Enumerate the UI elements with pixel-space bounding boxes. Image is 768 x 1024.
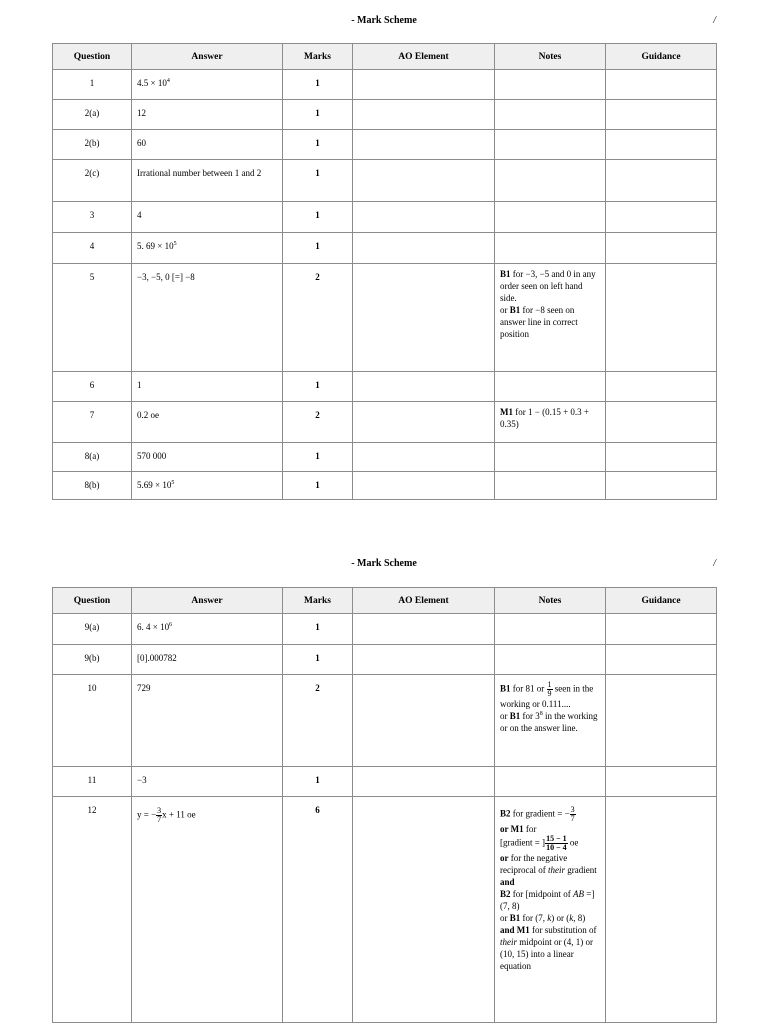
table-row (53, 797, 717, 1023)
column-header-answer: Answer (132, 44, 283, 70)
guidance-cell (606, 70, 717, 100)
ao-cell (353, 70, 495, 100)
mark-scheme-table (52, 587, 717, 1023)
guidance-cell (606, 402, 717, 443)
marks-cell: 2 (283, 402, 353, 443)
ao-cell (353, 372, 495, 402)
guidance-cell (606, 233, 717, 264)
answer-cell: 0.2 oe (132, 402, 283, 443)
answer-cell: 5. $69 \times 10^5$ (132, 233, 283, 264)
column-header-guidance: Guidance (606, 44, 717, 70)
answer-cell: Irrational number between 1 and 2 (132, 160, 283, 202)
question-cell: 5 (53, 264, 132, 372)
table-row (53, 645, 717, 675)
fraction: $\frac{3}{7}$ (157, 806, 162, 824)
marks-cell: 1 (283, 472, 353, 500)
notes-cell (495, 233, 606, 264)
table-header-row (53, 44, 717, 70)
ao-cell (353, 402, 495, 443)
question-cell: 11 (53, 767, 132, 797)
question-cell: 1 (53, 70, 132, 100)
marks-cell: 1 (283, 202, 353, 233)
column-header-ao-element: AO Element (353, 44, 495, 70)
notes-cell (495, 767, 606, 797)
guidance-cell (606, 372, 717, 402)
question-cell: 8(a) (53, 443, 132, 472)
table-row (53, 614, 717, 645)
answer-cell: 570 000 (132, 443, 283, 472)
ao-cell (353, 130, 495, 160)
page-title: - Mark Scheme (351, 15, 417, 26)
answer-cell: $5.69 \times 10^5$ (132, 472, 283, 500)
notes-cell (495, 160, 606, 202)
answer-cell: [0].000782 (132, 645, 283, 675)
table-row (53, 402, 717, 443)
notes-cell (495, 614, 606, 645)
table-row (53, 443, 717, 472)
notes-cell (495, 100, 606, 130)
question-cell: 2(a) (53, 100, 132, 130)
table-row (53, 202, 717, 233)
table-row (53, 767, 717, 797)
ao-cell (353, 645, 495, 675)
answer-cell: 4 (132, 202, 283, 233)
mark-scheme-table (52, 43, 717, 500)
marks-cell: 2 (283, 264, 353, 372)
answer-cell: 60 (132, 130, 283, 160)
marks-cell: 1 (283, 70, 353, 100)
ao-cell (353, 160, 495, 202)
question-cell: 9(a) (53, 614, 132, 645)
guidance-cell (606, 443, 717, 472)
question-cell: 3 (53, 202, 132, 233)
table-header-row (53, 588, 717, 614)
marks-cell: 1 (283, 645, 353, 675)
guidance-cell (606, 202, 717, 233)
column-header-answer: Answer (132, 588, 283, 614)
marks-cell: 2 (283, 675, 353, 767)
question-cell: 10 (53, 675, 132, 767)
ao-cell (353, 264, 495, 372)
column-header-marks: Marks (283, 44, 353, 70)
column-header-question: Question (53, 44, 132, 70)
answer-cell: 12 (132, 100, 283, 130)
notes-cell (495, 372, 606, 402)
question-cell: 2(b) (53, 130, 132, 160)
notes-cell (495, 472, 606, 500)
page-title: - Mark Scheme (351, 558, 417, 569)
answer-cell: y = − $\frac{3}{7}$ x + 11 oe (132, 797, 283, 1023)
ao-cell (353, 202, 495, 233)
guidance-cell (606, 100, 717, 130)
fraction: $\frac{3}{7}$ (570, 805, 575, 823)
table-row (53, 100, 717, 130)
question-cell: 12 (53, 797, 132, 1023)
marks-cell: 1 (283, 767, 353, 797)
guidance-cell (606, 130, 717, 160)
fraction: $\frac{1}{9}$ (547, 680, 552, 698)
notes-cell: B1 for −3, −5 and 0 in any order seen on left hand side. or B1 for −8 seen on answer line in correct position (495, 264, 606, 372)
notes-cell (495, 130, 606, 160)
page-mark: / (713, 558, 716, 569)
question-cell: 6 (53, 372, 132, 402)
table-row (53, 233, 717, 264)
table-row (53, 70, 717, 100)
marks-cell: 1 (283, 130, 353, 160)
answer-cell: $4.5 \times 10^4$ (132, 70, 283, 100)
marks-cell: 1 (283, 614, 353, 645)
question-cell: 9(b) (53, 645, 132, 675)
guidance-cell (606, 472, 717, 500)
marks-cell: 6 (283, 797, 353, 1023)
answer-cell: 729 (132, 675, 283, 767)
question-cell: 7 (53, 402, 132, 443)
guidance-cell (606, 797, 717, 1023)
answer-cell: −3, −5, 0 [=] −8 (132, 264, 283, 372)
notes-cell (495, 70, 606, 100)
ao-cell (353, 767, 495, 797)
notes-cell (495, 443, 606, 472)
table-row (53, 264, 717, 372)
marks-cell: 1 (283, 233, 353, 264)
column-header-guidance: Guidance (606, 588, 717, 614)
marks-cell: 1 (283, 100, 353, 130)
column-header-marks: Marks (283, 588, 353, 614)
answer-cell: −3 (132, 767, 283, 797)
question-cell: 8(b) (53, 472, 132, 500)
ao-cell (353, 675, 495, 767)
answer-cell: 1 (132, 372, 283, 402)
guidance-cell (606, 645, 717, 675)
ao-cell (353, 443, 495, 472)
table-row (53, 675, 717, 767)
notes-cell: B1 for 81 or $\frac{1}{9}$ seen in the working or 0.111.... or B1 for $3^8$ in the working or on the answer line. (495, 675, 606, 767)
table-row (53, 160, 717, 202)
question-cell: 2(c) (53, 160, 132, 202)
guidance-cell (606, 614, 717, 645)
table-row (53, 472, 717, 500)
notes-cell (495, 202, 606, 233)
column-header-ao-element: AO Element (353, 588, 495, 614)
fraction: $\frac{15 - 1}{10 - 4}$ (546, 834, 567, 852)
page-mark: / (713, 15, 716, 26)
column-header-notes: Notes (495, 44, 606, 70)
marks-cell: 1 (283, 443, 353, 472)
notes-cell: M1 for 1 − (0.15 + 0.3 + 0.35) (495, 402, 606, 443)
column-header-question: Question (53, 588, 132, 614)
guidance-cell (606, 264, 717, 372)
guidance-cell (606, 767, 717, 797)
column-header-notes: Notes (495, 588, 606, 614)
ao-cell (353, 472, 495, 500)
page-header (0, 558, 768, 572)
table-row (53, 372, 717, 402)
notes-cell: B2 for gradient = − $\frac{3}{7}$ or M1 for [gradient = ] $\frac{15 - 1}{10 - 4}$ oe or for the negative reciprocal of their gradient and B2 for [midpoint of AB =] (7, 8) or B1 for (7, k) or (k, 8) and M1 for substitution of their midpoint or (4, 1) or (10, 15) into a linear equation (495, 797, 606, 1023)
guidance-cell (606, 675, 717, 767)
ao-cell (353, 797, 495, 1023)
marks-cell: 1 (283, 372, 353, 402)
table-row (53, 130, 717, 160)
ao-cell (353, 614, 495, 645)
marks-cell: 1 (283, 160, 353, 202)
ao-cell (353, 233, 495, 264)
question-cell: 4 (53, 233, 132, 264)
page-header (0, 15, 768, 29)
guidance-cell (606, 160, 717, 202)
notes-cell (495, 645, 606, 675)
ao-cell (353, 100, 495, 130)
answer-cell: 6. $4 \times 10^6$ (132, 614, 283, 645)
